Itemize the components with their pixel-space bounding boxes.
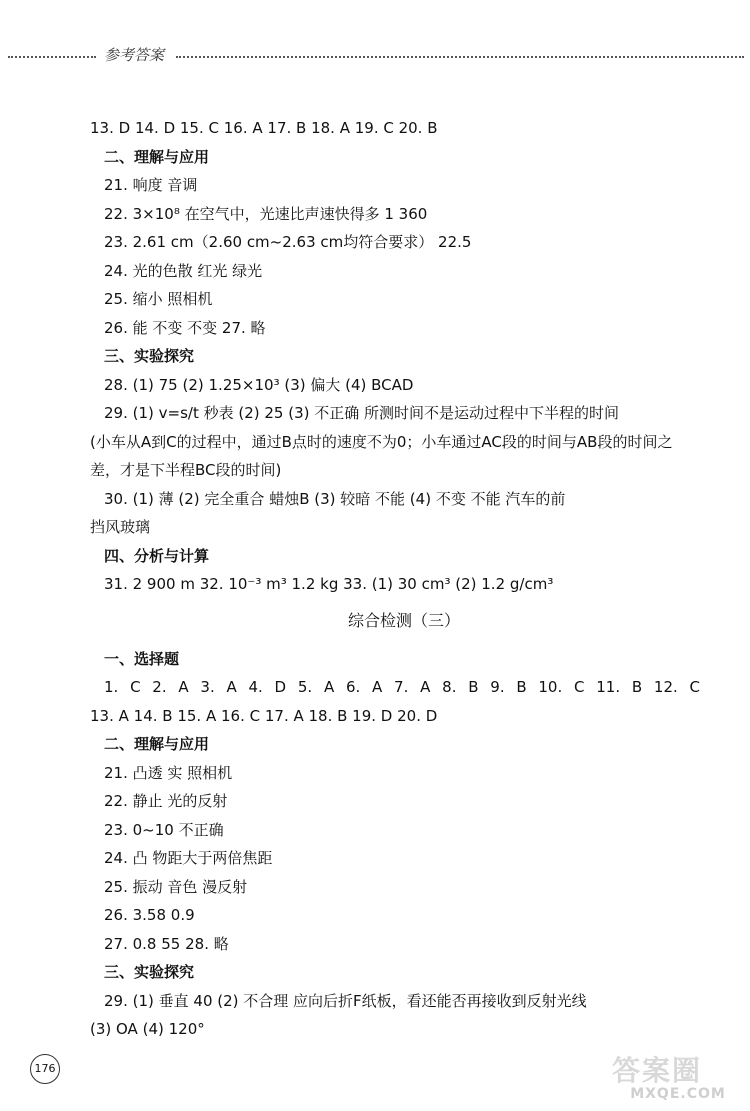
answer-line: 13. D 14. D 15. C 16. A 17. B 18. A 19. C 20. B <box>90 119 438 137</box>
section-heading: 一、选择题 <box>104 649 180 668</box>
answer-line: 22. 3×10⁸ 在空气中，光速比声速快得多 1 360 <box>104 204 428 223</box>
watermark-url: MXQE.COM <box>630 1086 726 1102</box>
answer-line: 13. A 14. B 15. A 16. C 17. A 18. B 19. D 20. D <box>90 706 438 725</box>
answer-line: 26. 3.58 0.9 <box>104 906 195 924</box>
answer-line: 25. 缩小 照相机 <box>104 290 213 308</box>
answer-line: (小车从A到C的过程中，通过B点时的速度不为0；小车通过AC段的时间与AB段的时间之 <box>90 432 673 451</box>
page-header <box>0 40 750 72</box>
answer-line: 差，才是下半程BC段的时间) <box>90 461 282 479</box>
header-dotted-rule-left <box>8 56 96 58</box>
answer-line: 28. (1) 75 (2) 1.25×10³ (3) 偏大 (4) BCAD <box>104 375 414 394</box>
answer-line: (3) OA (4) 120° <box>90 1020 205 1038</box>
answer-line: 30. (1) 薄 (2) 完全重合 蜡烛B (3) 较暗 不能 (4) 不变 不能 汽车的前 <box>104 489 566 508</box>
answer-line: 23. 2.61 cm（2.60 cm~2.63 cm均符合要求） 22.5 <box>104 233 472 251</box>
answer-content <box>90 114 704 1044</box>
section-heading: 二、理解与应用 <box>104 147 210 166</box>
answer-line: 24. 光的色散 红光 绿光 <box>104 261 263 280</box>
answer-line: 22. 静止 光的反射 <box>104 792 228 810</box>
header-dotted-rule-right <box>176 56 744 58</box>
answer-line: 25. 振动 音色 漫反射 <box>104 877 248 896</box>
answer-line: 21. 凸透 实 照相机 <box>104 763 233 782</box>
answer-line: 21. 响度 音调 <box>104 176 198 194</box>
page-number: 176 <box>30 1054 60 1084</box>
answer-line: 24. 凸 物距大于两倍焦距 <box>104 849 273 867</box>
watermark-text: 答案圈 <box>612 1054 703 1087</box>
answer-line: 23. 0~10 不正确 <box>104 820 224 839</box>
section-heading: 四、分析与计算 <box>104 546 210 565</box>
section-heading: 二、理解与应用 <box>104 735 210 753</box>
answer-line: 31. 2 900 m 32. 10⁻³ m³ 1.2 kg 33. (1) 30 cm³ (2) 1.2 g/cm³ <box>104 575 554 593</box>
header-title: 参考答案 <box>104 46 165 64</box>
answer-line: 挡风玻璃 <box>90 518 151 536</box>
section-title: 综合检测（三） <box>347 610 460 630</box>
answer-line: 26. 能 不变 不变 27. 略 <box>104 318 266 337</box>
answer-line: 29. (1) 垂直 40 (2) 不合理 应向后折F纸板，看还能否再接收到反射光线 <box>104 991 587 1010</box>
answer-line: 1. C 2. A 3. A 4. D 5. A 6. A 7. A 8. B 9. B 10. C 11. B 12. C <box>104 678 700 696</box>
watermark-logo <box>612 1056 744 1106</box>
section-heading: 三、实验探究 <box>104 347 195 365</box>
answer-line: 27. 0.8 55 28. 略 <box>104 934 229 953</box>
section-heading: 三、实验探究 <box>104 963 195 981</box>
answer-line: 29. (1) v=s/t 秒表 (2) 25 (3) 不正确 所测时间不是运动过程中下半程的时间 <box>104 404 620 422</box>
